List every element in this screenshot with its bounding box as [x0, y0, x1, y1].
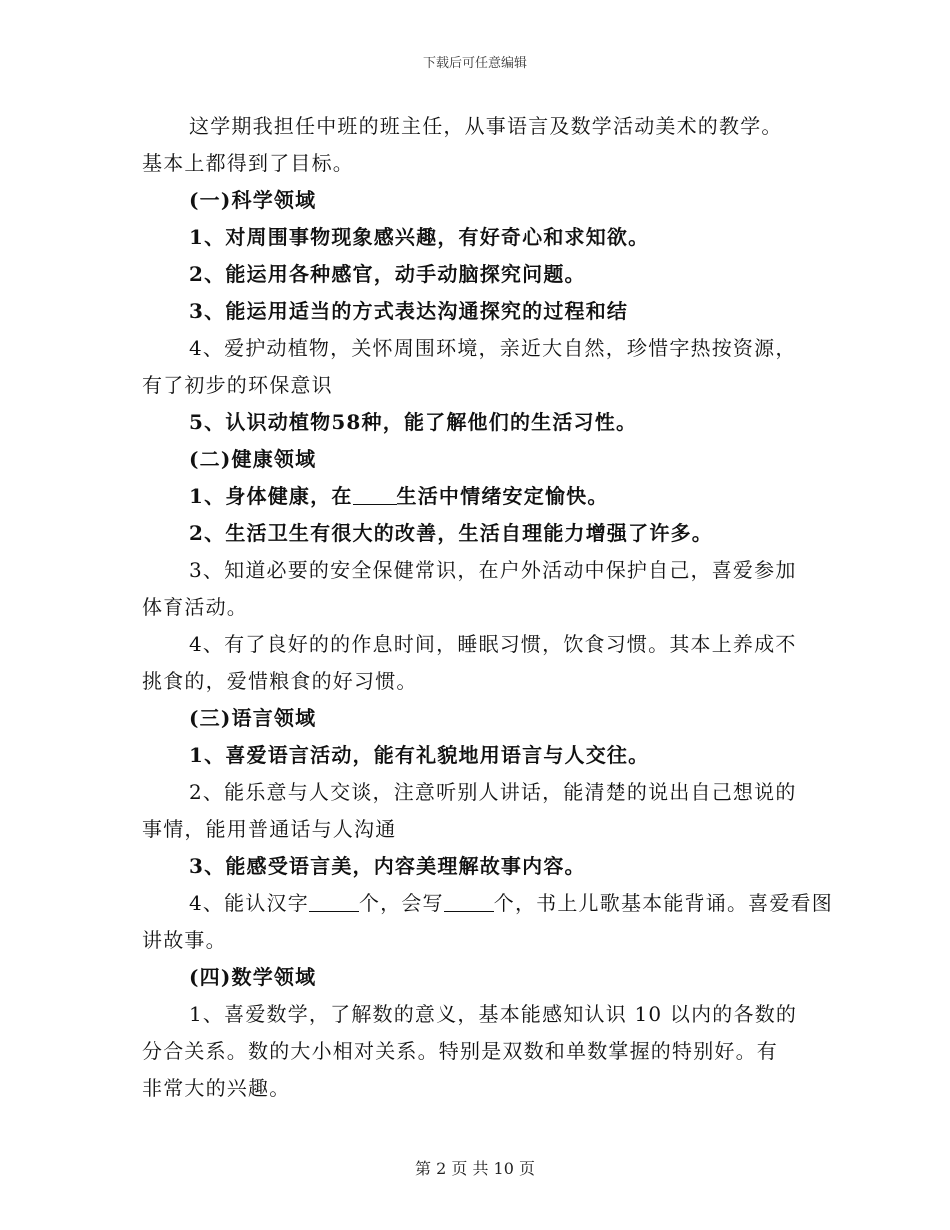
text-segment: 个，会写 [358, 891, 444, 915]
paragraph-line: 事情，能用普通话与人沟通 [142, 817, 397, 841]
paragraph-line: 体育活动。 [142, 595, 248, 619]
list-item: 5、认识动植物58种，能了解他们的生活习性。 [189, 410, 638, 434]
list-item: 1、对周围事物现象感兴趣，有好奇心和求知欲。 [189, 225, 650, 249]
page-number: 第 2 页 共 10 页 [415, 1159, 535, 1178]
text-segment: 个，书上儿歌基本能背诵。喜爱看图 [493, 891, 833, 915]
fill-blank [353, 484, 397, 505]
list-item: 2、生活卫生有很大的改善，生活自理能力增强了许多。 [189, 521, 713, 545]
paragraph-line: 分合关系。数的大小相对关系。特别是双数和单数掌握的特别好。有 [142, 1039, 778, 1063]
paragraph-line: 有了初步的环保意识 [142, 373, 333, 397]
text-segment: 1、身体健康，在 [189, 484, 353, 508]
paragraph-line: 基本上都得到了目标。 [142, 151, 354, 175]
list-item: 1、喜爱语言活动，能有礼貌地用语言与人交往。 [189, 743, 650, 767]
section-heading-health: (二)健康领域 [189, 447, 317, 471]
section-heading-language: (三)语言领域 [189, 706, 317, 730]
paragraph-line: 非常大的兴趣。 [142, 1076, 291, 1100]
list-item [142, 478, 812, 515]
list-item: 4、有了良好的的作息时间，睡眠习惯，饮食习惯。其本上养成不 [189, 632, 797, 656]
list-item: 4、爱护动植物，关怀周围环境，亲近大自然，珍惜字热按资源， [189, 336, 797, 360]
list-item: 2、能乐意与人交谈，注意听别人讲话，能清楚的说出自己想说的 [189, 780, 797, 804]
list-item: 3、知道必要的安全保健常识，在户外活动中保护自己，喜爱参加 [189, 558, 797, 582]
list-item: 3、能感受语言美，内容美理解故事内容。 [189, 854, 586, 878]
text-segment: 4、能认汉字 [189, 891, 309, 915]
list-item: 3、能运用适当的方式表达沟通探究的过程和结 [189, 299, 629, 323]
paragraph-line: 讲故事。 [142, 928, 227, 952]
section-heading-science: (一)科学领域 [189, 188, 317, 212]
list-item [142, 885, 833, 922]
page-header: 下载后可任意编辑 [422, 56, 527, 71]
fill-blank [309, 891, 359, 912]
section-heading-math: (四)数学领域 [189, 965, 317, 989]
fill-blank [444, 891, 494, 912]
paragraph-line: 这学期我担任中班的班主任，从事语言及数学活动美术的教学。 [189, 114, 783, 138]
text-segment: 生活中情绪安定愉快。 [396, 484, 609, 508]
paragraph-line: 挑食的，爱惜粮食的好习惯。 [142, 669, 418, 693]
list-item: 1、喜爱数学，了解数的意义，基本能感知认识 10 以内的各数的 [189, 1002, 798, 1026]
list-item: 2、能运用各种感官，动手动脑探究问题。 [189, 262, 586, 286]
